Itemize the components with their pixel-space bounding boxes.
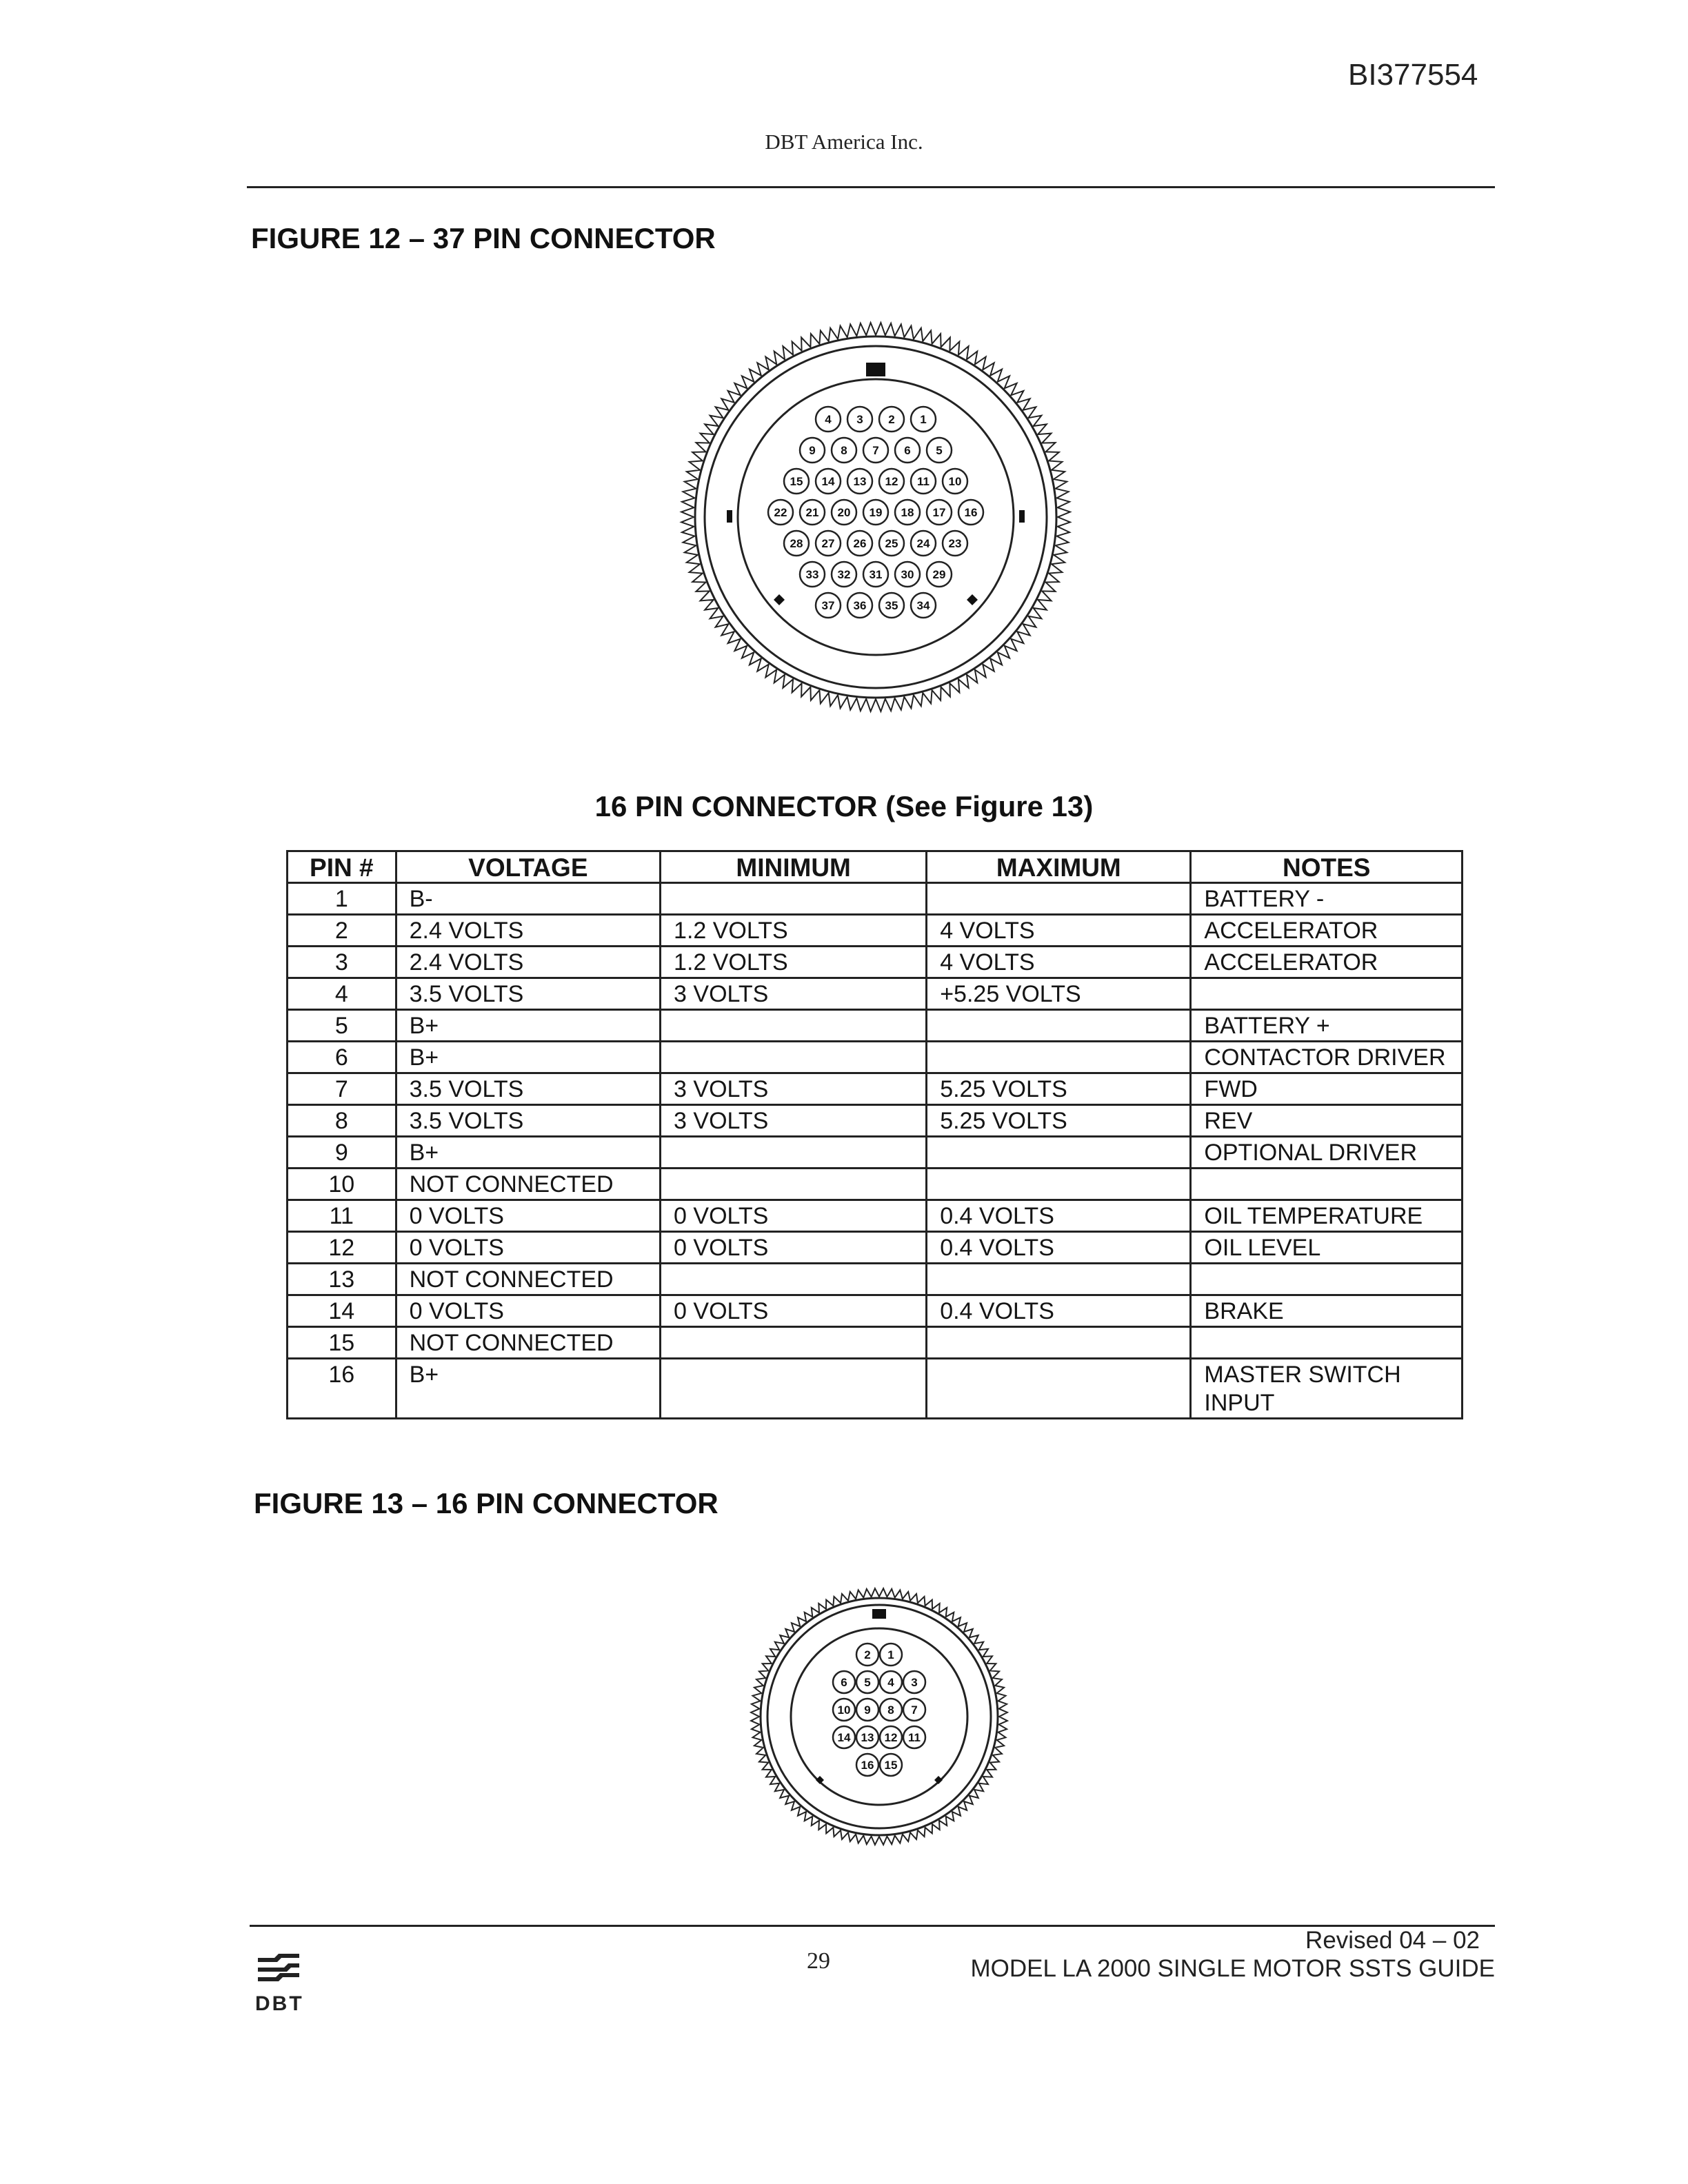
pin-number: 14	[837, 1731, 851, 1745]
pin-number: 15	[884, 1759, 898, 1772]
figure-13-title: FIGURE 13 – 16 PIN CONNECTOR	[254, 1487, 719, 1519]
header-voltage: VOLTAGE	[396, 851, 660, 883]
connector-knurl-ring	[751, 1588, 1007, 1845]
maximum-cell: 4 VOLTS	[927, 915, 1191, 947]
maximum-cell	[927, 1359, 1191, 1419]
connector-polarizing-mark-left	[774, 594, 785, 605]
pin-number: 32	[837, 568, 851, 582]
minimum-cell	[661, 1359, 927, 1419]
pin-number: 3	[911, 1676, 918, 1690]
notes-cell: OIL LEVEL	[1191, 1232, 1463, 1264]
pin-number: 2	[888, 413, 895, 427]
pin-number: 4	[887, 1676, 894, 1690]
pin-number: 6	[841, 1676, 847, 1690]
table-body	[288, 883, 1463, 1419]
table-row	[288, 947, 1463, 978]
connector-polarizing-mark-right	[934, 1776, 943, 1784]
notes-cell: MASTER SWITCH INPUT	[1191, 1359, 1463, 1419]
voltage-cell: NOT CONNECTED	[396, 1264, 660, 1295]
voltage-cell: 0 VOLTS	[396, 1200, 660, 1232]
header-minimum: MINIMUM	[661, 851, 927, 883]
pin-number: 2	[864, 1648, 871, 1662]
table-row	[288, 1295, 1463, 1327]
pin-cell: 3	[288, 947, 396, 978]
pin-cell: 2	[288, 915, 396, 947]
pin-cell: 14	[288, 1295, 396, 1327]
minimum-cell	[661, 1010, 927, 1042]
connector-key-slot	[872, 1609, 886, 1619]
pin-cell: 9	[288, 1137, 396, 1169]
pin-number: 3	[856, 413, 863, 427]
minimum-cell: 1.2 VOLTS	[661, 915, 927, 947]
table-row	[288, 1010, 1463, 1042]
voltage-cell: 3.5 VOLTS	[396, 1073, 660, 1105]
voltage-cell: NOT CONNECTED	[396, 1327, 660, 1359]
pin-number: 11	[908, 1731, 921, 1745]
pin-number: 12	[885, 475, 898, 489]
minimum-cell: 0 VOLTS	[661, 1200, 927, 1232]
pin-number: 7	[911, 1703, 918, 1717]
knurl-teeth	[751, 1588, 1007, 1845]
table-row	[288, 1359, 1463, 1419]
notes-cell: BATTERY +	[1191, 1010, 1463, 1042]
connector-outer-ring	[761, 1598, 998, 1835]
notes-cell: REV	[1191, 1105, 1463, 1137]
pin-number: 5	[936, 444, 943, 458]
minimum-cell	[661, 1264, 927, 1295]
pin-number: 21	[805, 506, 819, 520]
maximum-cell	[927, 1042, 1191, 1073]
maximum-cell	[927, 1264, 1191, 1295]
pin-number: 12	[884, 1731, 898, 1745]
minimum-cell: 3 VOLTS	[661, 978, 927, 1010]
notes-cell: ACCELERATOR	[1191, 947, 1463, 978]
minimum-cell: 1.2 VOLTS	[661, 947, 927, 978]
notes-cell: OPTIONAL DRIVER	[1191, 1137, 1463, 1169]
dbt-logo-text: DBT	[255, 1992, 304, 2015]
pin-number: 37	[821, 599, 835, 613]
table-row	[288, 978, 1463, 1010]
maximum-cell: 0.4 VOLTS	[927, 1232, 1191, 1264]
pin-number: 1	[887, 1648, 894, 1662]
table-row	[288, 1232, 1463, 1264]
minimum-cell	[661, 883, 927, 915]
table-row	[288, 1073, 1463, 1105]
pin-number: 29	[932, 568, 946, 582]
pin-number: 34	[916, 599, 930, 613]
pin-number: 8	[841, 444, 847, 458]
table-row	[288, 1327, 1463, 1359]
pin-cell: 10	[288, 1169, 396, 1200]
header-notes: NOTES	[1191, 851, 1463, 883]
page-number: 29	[807, 1948, 830, 1974]
connector-key-slot	[866, 363, 885, 376]
connector-37-pin-diagram	[669, 310, 1083, 724]
pin-number: 10	[948, 475, 962, 489]
connector-polarizing-mark-left	[816, 1776, 824, 1784]
pin-cell: 11	[288, 1200, 396, 1232]
voltage-cell: B+	[396, 1359, 660, 1419]
notes-cell	[1191, 1327, 1463, 1359]
maximum-cell	[927, 883, 1191, 915]
minimum-cell	[661, 1169, 927, 1200]
pin-number: 35	[885, 599, 898, 613]
minimum-cell	[661, 1327, 927, 1359]
table-header-row	[288, 851, 1463, 883]
maximum-cell: 0.4 VOLTS	[927, 1200, 1191, 1232]
revision-date: Revised 04 – 02	[1305, 1927, 1480, 1954]
voltage-cell: 3.5 VOLTS	[396, 978, 660, 1010]
connector-16-pins	[833, 1644, 925, 1776]
pin-number: 8	[887, 1703, 894, 1717]
pin-number: 30	[901, 568, 914, 582]
table-row	[288, 1200, 1463, 1232]
table-row	[288, 1042, 1463, 1073]
minimum-cell	[661, 1042, 927, 1073]
minimum-cell: 3 VOLTS	[661, 1105, 927, 1137]
pin-cell: 4	[288, 978, 396, 1010]
pin-number: 25	[885, 537, 898, 551]
pin-number: 33	[805, 568, 819, 582]
maximum-cell	[927, 1010, 1191, 1042]
figure-12-title: FIGURE 12 – 37 PIN CONNECTOR	[251, 222, 716, 254]
notes-cell: CONTACTOR DRIVER	[1191, 1042, 1463, 1073]
pin-number: 16	[964, 506, 978, 520]
header-maximum: MAXIMUM	[927, 851, 1191, 883]
connector-polarizing-mark-right	[967, 594, 978, 605]
pin-number: 24	[916, 537, 930, 551]
pin-number: 9	[864, 1703, 871, 1717]
pin-number: 14	[821, 475, 835, 489]
pin-number: 5	[864, 1676, 871, 1690]
maximum-cell: 0.4 VOLTS	[927, 1295, 1191, 1327]
notes-cell	[1191, 1264, 1463, 1295]
voltage-cell: NOT CONNECTED	[396, 1169, 660, 1200]
pin-number: 23	[948, 537, 962, 551]
voltage-cell: 2.4 VOLTS	[396, 915, 660, 947]
pin-cell: 16	[288, 1359, 396, 1419]
voltage-cell: B+	[396, 1042, 660, 1073]
notes-cell: FWD	[1191, 1073, 1463, 1105]
pin-number: 26	[853, 537, 867, 551]
maximum-cell: 5.25 VOLTS	[927, 1105, 1191, 1137]
notes-cell: BRAKE	[1191, 1295, 1463, 1327]
company-name: DBT America Inc.	[765, 130, 923, 154]
notes-cell: BATTERY -	[1191, 883, 1463, 915]
pin-table-title: 16 PIN CONNECTOR (See Figure 13)	[594, 790, 1094, 822]
pin-number: 7	[872, 444, 879, 458]
header-divider	[247, 186, 1495, 188]
pin-number: 13	[861, 1731, 874, 1745]
pin-number: 36	[853, 599, 867, 613]
notes-cell	[1191, 1169, 1463, 1200]
table-row	[288, 1264, 1463, 1295]
pin-number: 16	[861, 1759, 874, 1772]
pin-number: 4	[825, 413, 832, 427]
guide-title: MODEL LA 2000 SINGLE MOTOR SSTS GUIDE	[970, 1955, 1495, 1982]
pin-cell: 1	[288, 883, 396, 915]
table-row	[288, 1105, 1463, 1137]
voltage-cell: B+	[396, 1010, 660, 1042]
connector-coupling-ring	[767, 1605, 991, 1828]
pin-number: 10	[837, 1703, 851, 1717]
pin-number: 20	[837, 506, 851, 520]
minimum-cell: 0 VOLTS	[661, 1295, 927, 1327]
maximum-cell: 4 VOLTS	[927, 947, 1191, 978]
pin-number: 15	[790, 475, 803, 489]
voltage-cell: 3.5 VOLTS	[396, 1105, 660, 1137]
minimum-cell: 0 VOLTS	[661, 1232, 927, 1264]
pin-number: 18	[901, 506, 914, 520]
connector-37-pins	[768, 407, 983, 618]
voltage-cell: 2.4 VOLTS	[396, 947, 660, 978]
maximum-cell: 5.25 VOLTS	[927, 1073, 1191, 1105]
pin-number: 1	[920, 413, 927, 427]
connector-side-key-right	[1019, 510, 1025, 523]
connector-16-pin-diagram	[741, 1579, 1017, 1854]
voltage-cell: 0 VOLTS	[396, 1232, 660, 1264]
voltage-cell: B-	[396, 883, 660, 915]
header-pin: PIN #	[288, 851, 396, 883]
pin-number: 13	[853, 475, 867, 489]
pin-cell: 8	[288, 1105, 396, 1137]
pin-cell: 12	[288, 1232, 396, 1264]
notes-cell: ACCELERATOR	[1191, 915, 1463, 947]
pin-cell: 7	[288, 1073, 396, 1105]
voltage-cell: B+	[396, 1137, 660, 1169]
pin-number: 9	[809, 444, 816, 458]
pin-cell: 5	[288, 1010, 396, 1042]
table-row	[288, 1137, 1463, 1169]
pin-number: 27	[821, 537, 835, 551]
pin-number: 11	[917, 475, 930, 489]
maximum-cell	[927, 1137, 1191, 1169]
pin-cell: 15	[288, 1327, 396, 1359]
notes-cell	[1191, 978, 1463, 1010]
pin-cell: 6	[288, 1042, 396, 1073]
pin-number: 17	[932, 506, 946, 520]
document-id: BI377554	[1348, 58, 1478, 92]
voltage-cell: 0 VOLTS	[396, 1295, 660, 1327]
maximum-cell	[927, 1169, 1191, 1200]
pin-number: 19	[869, 506, 883, 520]
table-row	[288, 883, 1463, 915]
pin-voltage-table	[286, 850, 1463, 1419]
pin-number: 31	[869, 568, 883, 582]
table-row	[288, 1169, 1463, 1200]
dbt-logo-icon	[255, 1951, 303, 1985]
minimum-cell	[661, 1137, 927, 1169]
notes-cell: OIL TEMPERATURE	[1191, 1200, 1463, 1232]
pin-number: 22	[774, 506, 787, 520]
pin-number: 28	[790, 537, 803, 551]
maximum-cell: +5.25 VOLTS	[927, 978, 1191, 1010]
maximum-cell	[927, 1327, 1191, 1359]
pin-number: 6	[904, 444, 911, 458]
connector-side-key-left	[727, 510, 732, 523]
minimum-cell: 3 VOLTS	[661, 1073, 927, 1105]
table-row	[288, 915, 1463, 947]
pin-cell: 13	[288, 1264, 396, 1295]
